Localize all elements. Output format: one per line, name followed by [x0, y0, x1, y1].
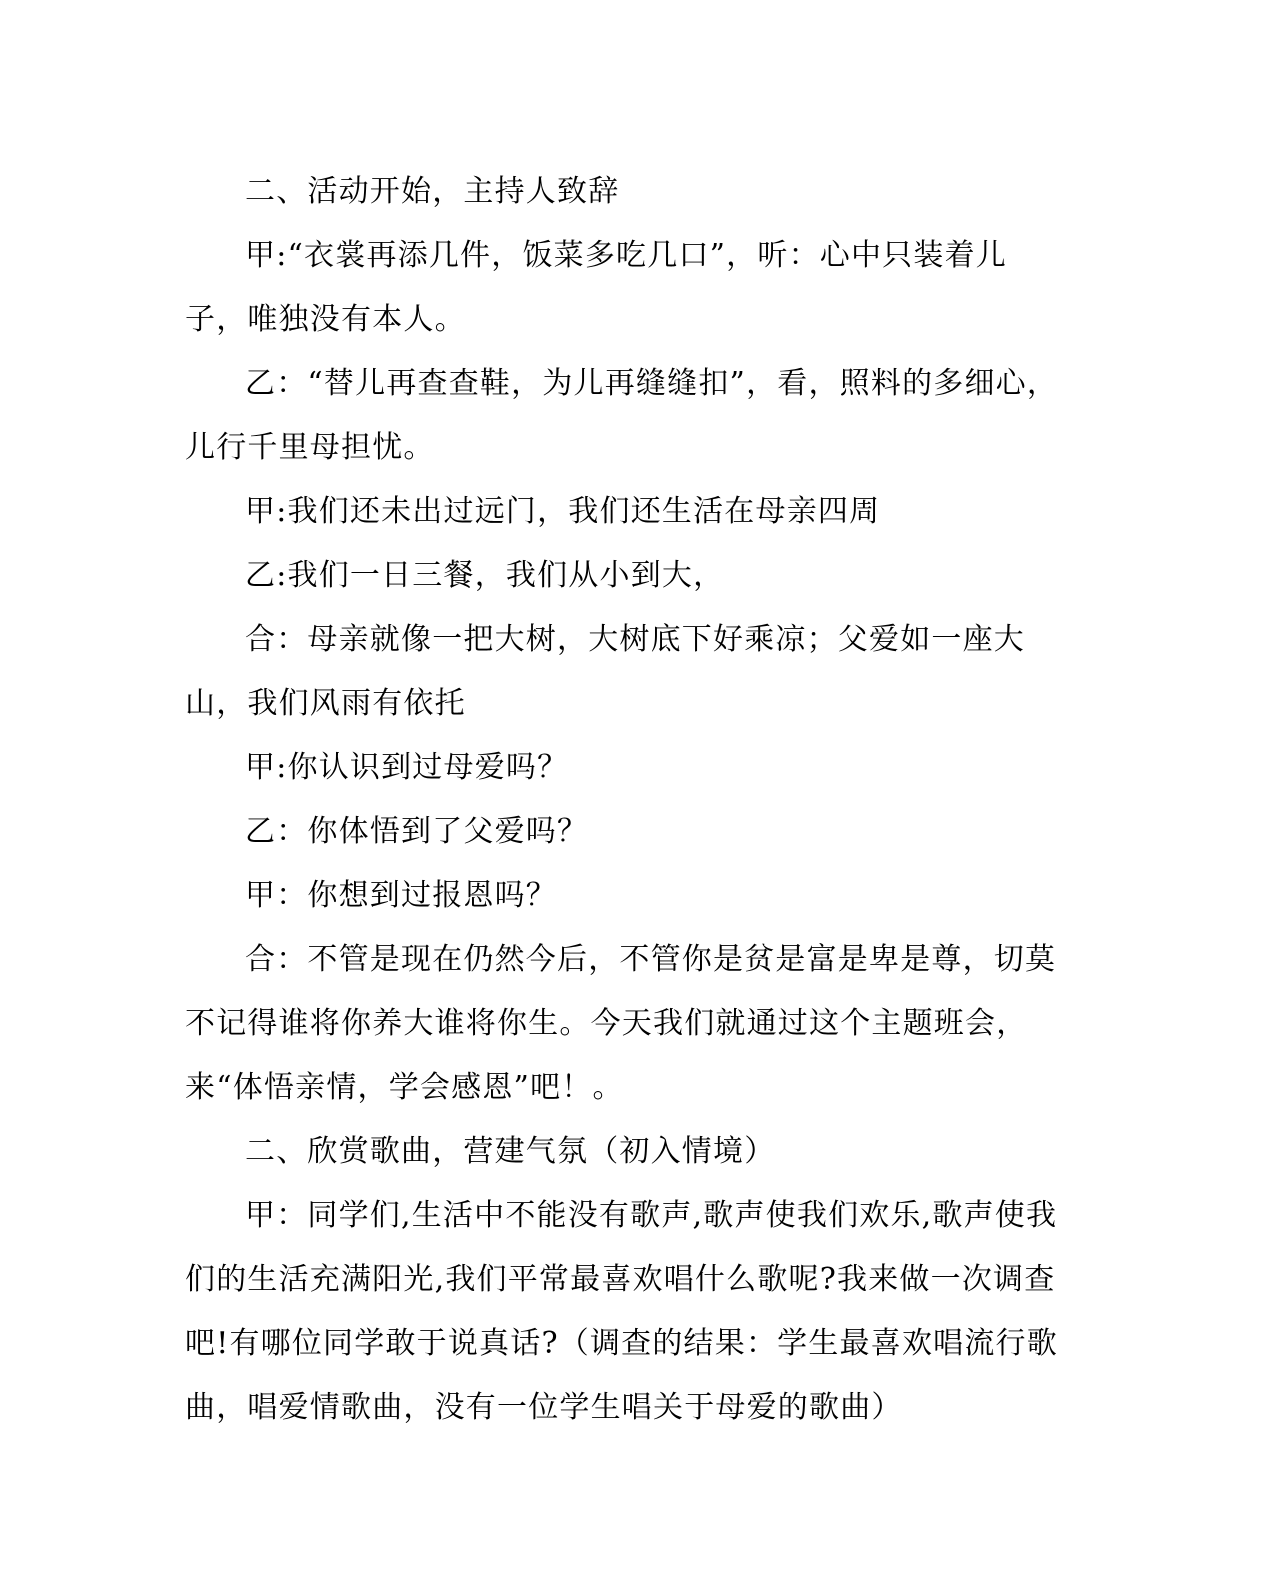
dialogue-paragraph: 甲:我们还未出过远门，我们还生活在母亲四周: [245, 494, 881, 529]
section-heading-song-appreciation: 二、欣赏歌曲，营建气氛（初入情境）: [245, 1134, 776, 1169]
dialogue-paragraph: 合：母亲就像一把大树，大树底下好乘凉；父爱如一座大山，我们风雨有依托: [185, 622, 1025, 721]
dialogue-paragraph: 乙:我们一日三餐，我们从小到大，: [245, 558, 725, 593]
document-body: [185, 160, 1060, 1440]
dialogue-paragraph: 甲:你认识到过母爱吗？: [245, 750, 569, 785]
dialogue-paragraph: 合：不管是现在仍然今后，不管你是贫是富是卑是尊，切莫不记得谁将你养大谁将你生。今天我们就通过这个主题班会，来“体悟亲情，学会感恩”吧！。: [185, 942, 1057, 1105]
section-heading-host-speech: 二、活动开始，主持人致辞: [245, 174, 620, 209]
dialogue-paragraph: 甲：你想到过报恩吗？: [245, 878, 557, 913]
dialogue-paragraph: 乙：你体悟到了父爱吗？: [245, 814, 589, 849]
dialogue-paragraph: 乙：“替儿再查查鞋，为儿再缝缝扣”，看，照料的多细心，儿行千里母担忧。: [185, 366, 1059, 465]
dialogue-paragraph: 甲：同学们,生活中不能没有歌声,歌声使我们欢乐,歌声使我们的生活充满阳光,我们平常最喜欢唱什么歌呢?我来做一次调查吧!有哪位同学敢于说真话?（调查的结果：学生最喜欢唱流行歌曲，唱爱情歌曲，没有一位学生唱关于母爱的歌曲）: [185, 1198, 1058, 1425]
dialogue-paragraph: 甲:“衣裳再添几件，饭菜多吃几口”，听：心中只装着儿子，唯独没有本人。: [185, 238, 1007, 337]
